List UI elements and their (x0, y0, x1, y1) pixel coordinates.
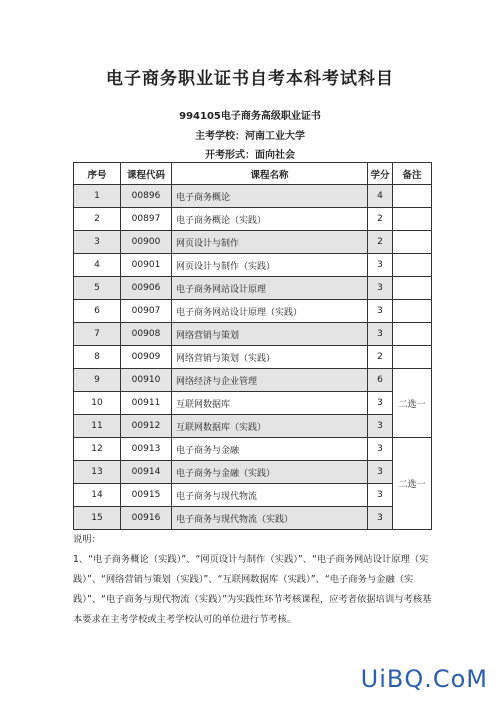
cell-code: 00915 (121, 484, 172, 507)
cell-no: 5 (74, 277, 121, 300)
cell-name: 网页设计与制作（实践） (172, 254, 368, 277)
cell-name: 电子商务概论 (172, 185, 368, 208)
cell-code: 00912 (121, 415, 172, 438)
cell-name: 电子商务与现代物流 (172, 484, 368, 507)
cell-code: 00916 (121, 507, 172, 530)
cell-no: 11 (74, 415, 121, 438)
table-row (74, 369, 432, 392)
table-row (74, 323, 432, 346)
notes-text: 1、“电子商务概论（实践）”、“网页设计与制作（实践）”、“电子商务网站设计原理（实践）”、“网络营销与策划（实践）”、“互联网数据库（实践）”、“电子商务与金融（实践）”、“电子商务与现代物流（实践）”为实践性环节考核课程，应考者依据培训与考核基本要求在主考学校或主考学校认可的单位进行节考核。 (73, 554, 432, 625)
cell-credit: 3 (368, 461, 393, 484)
header-no: 序号 (74, 163, 121, 185)
cell-credit: 3 (368, 438, 393, 461)
cell-name: 互联网数据库（实践） (172, 415, 368, 438)
cell-code: 00906 (121, 277, 172, 300)
cell-credit: 3 (368, 507, 393, 530)
course-table (73, 162, 432, 530)
notes-label: 说明： (73, 534, 101, 545)
cell-name: 电子商务与金融 (172, 438, 368, 461)
cell-name: 网络经济与企业管理 (172, 369, 368, 392)
cell-credit: 3 (368, 484, 393, 507)
cell-code: 00900 (121, 231, 172, 254)
cell-credit: 3 (368, 254, 393, 277)
cell-code: 00897 (121, 208, 172, 231)
header-name: 课程名称 (172, 163, 368, 185)
cell-note-choose-one: 二选一 (393, 369, 432, 438)
site-watermark: UiBQ.CoM (360, 665, 488, 693)
cell-no: 4 (74, 254, 121, 277)
cell-no: 2 (74, 208, 121, 231)
table-row (74, 392, 432, 415)
cell-name: 电子商务概论（实践） (172, 208, 368, 231)
cell-note-choose-one: 二选一 (393, 438, 432, 530)
cell-credit: 3 (368, 277, 393, 300)
cell-code: 00913 (121, 438, 172, 461)
cell-credit: 3 (368, 323, 393, 346)
cell-name: 电子商务与现代物流（实践） (172, 507, 368, 530)
table-row (74, 277, 432, 300)
table-row (74, 231, 432, 254)
cell-name: 网络营销与策划（实践） (172, 346, 368, 369)
cell-name: 互联网数据库 (172, 392, 368, 415)
cell-no: 6 (74, 300, 121, 323)
cell-credit: 2 (368, 208, 393, 231)
table-row (74, 438, 432, 461)
cell-no: 12 (74, 438, 121, 461)
cell-code: 00914 (121, 461, 172, 484)
table-row (74, 461, 432, 484)
cell-credit: 6 (368, 369, 393, 392)
cell-note (393, 277, 432, 300)
cell-name: 电子商务网站设计原理（实践） (172, 300, 368, 323)
cell-credit: 4 (368, 185, 393, 208)
cell-name: 网页设计与制作 (172, 231, 368, 254)
cell-credit: 3 (368, 392, 393, 415)
cell-no: 7 (74, 323, 121, 346)
cell-code: 00910 (121, 369, 172, 392)
cell-credit: 2 (368, 231, 393, 254)
cell-no: 1 (74, 185, 121, 208)
cell-no: 8 (74, 346, 121, 369)
cell-note (393, 300, 432, 323)
cell-name: 网络营销与策划 (172, 323, 368, 346)
exam-format: 开考形式：面向社会 (205, 150, 295, 161)
cell-note (393, 254, 432, 277)
host-school: 主考学校：河南工业大学 (195, 131, 305, 142)
cell-credit: 2 (368, 346, 393, 369)
cell-no: 14 (74, 484, 121, 507)
cell-name: 电子商务与金融（实践） (172, 461, 368, 484)
cell-note (393, 185, 432, 208)
cell-note (393, 323, 432, 346)
cell-code: 00911 (121, 392, 172, 415)
table-row (74, 185, 432, 208)
cell-credit: 3 (368, 300, 393, 323)
cell-no: 13 (74, 461, 121, 484)
cell-code: 00896 (121, 185, 172, 208)
cell-no: 3 (74, 231, 121, 254)
table-row (74, 484, 432, 507)
cell-code: 00901 (121, 254, 172, 277)
page-title: 电子商务职业证书自考本科考试科目 (106, 69, 394, 89)
cell-note (393, 346, 432, 369)
cell-code: 00908 (121, 323, 172, 346)
cell-credit: 3 (368, 415, 393, 438)
table-row (74, 300, 432, 323)
header-note: 备注 (393, 163, 432, 185)
table-row (74, 415, 432, 438)
notes-section (73, 530, 433, 630)
header-code: 课程代码 (121, 163, 172, 185)
cell-note (393, 231, 432, 254)
header-credit: 学分 (368, 163, 393, 185)
table-row (74, 208, 432, 231)
certificate-subtitle: 994105电子商务高级职业证书 (179, 111, 321, 122)
cell-name: 电子商务网站设计原理 (172, 277, 368, 300)
table-row (74, 507, 432, 530)
cell-no: 15 (74, 507, 121, 530)
table-row (74, 346, 432, 369)
cell-code: 00907 (121, 300, 172, 323)
cell-no: 10 (74, 392, 121, 415)
cell-note (393, 208, 432, 231)
table-row (74, 254, 432, 277)
cell-no: 9 (74, 369, 121, 392)
cell-code: 00909 (121, 346, 172, 369)
table-header-row (74, 163, 432, 185)
